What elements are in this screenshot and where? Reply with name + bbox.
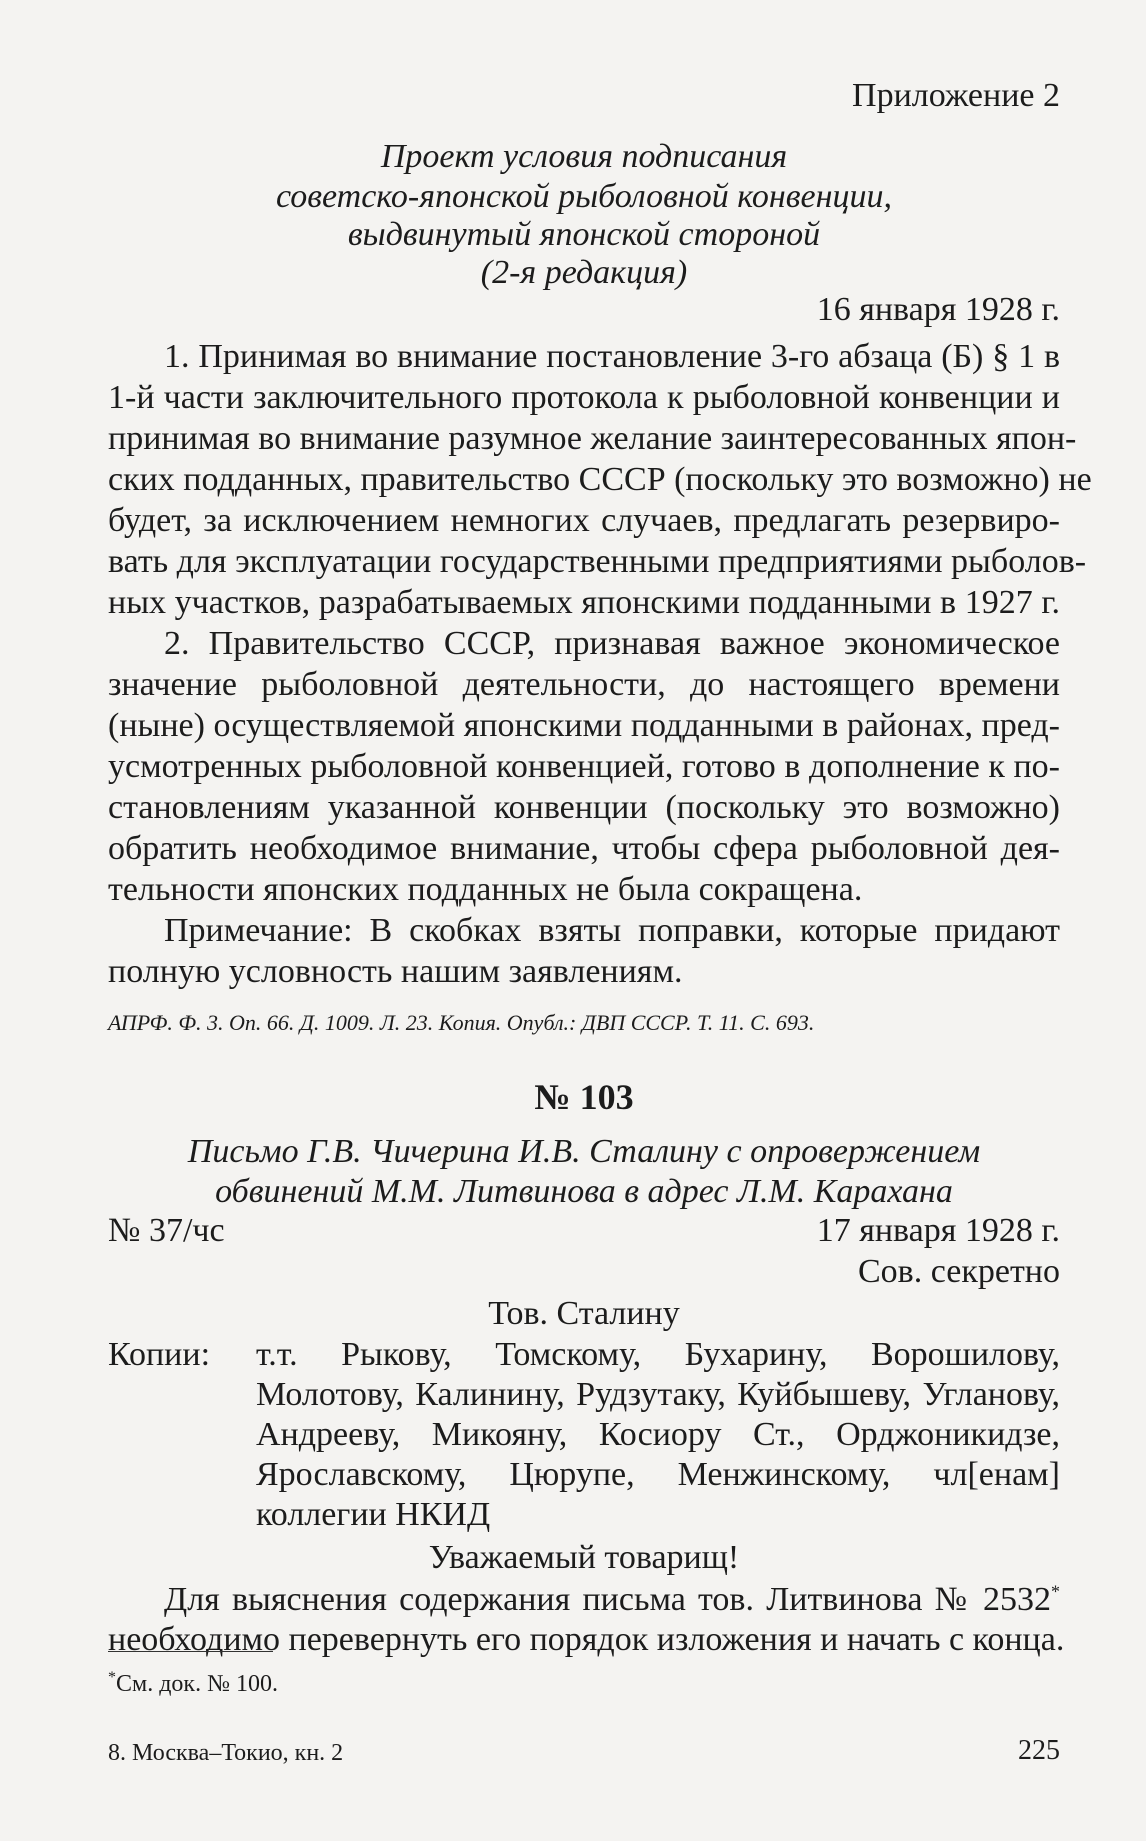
copies-label: Копии: xyxy=(108,1336,211,1373)
paragraph-2-line: становлениям указанной конвенции (поскольку это возможно) xyxy=(108,789,1060,826)
footnote-divider xyxy=(108,1651,273,1652)
copies-line: Ярославскому, Цюрупе, Менжинскому, чл[енам] xyxy=(256,1456,1060,1493)
appendix-date: 16 января 1928 г. xyxy=(816,291,1060,328)
paragraph-2-line: обратить необходимое внимание, чтобы сфера рыболовной дея- xyxy=(108,830,1060,867)
appendix-title-line: Проект условия подписания xyxy=(380,138,788,175)
paragraph-2-line: усмотренных рыболовной конвенцией, готово в дополнение к по- xyxy=(108,748,1060,785)
note-line: Примечание: В скобках взяты поправки, которые придают xyxy=(164,912,1060,949)
note-line: полную условность нашим заявлениям. xyxy=(108,953,683,990)
paragraph-1-line: вать для эксплуатации государственными предприятиями рыболов- xyxy=(108,543,1087,580)
document-number: № 103 xyxy=(534,1077,634,1117)
salutation: Уважаемый товарищ! xyxy=(428,1539,740,1576)
paragraph-2-line: тельности японских подданных не была сокращена. xyxy=(108,871,863,908)
paragraph-2-line: 2. Правительство СССР, признавая важное экономическое xyxy=(164,625,1060,662)
document-title-line: Письмо Г.В. Чичерина И.В. Сталину с опровержением xyxy=(187,1133,981,1170)
secrecy-stamp: Сов. секретно xyxy=(858,1253,1060,1290)
paragraph-1-line: 1-й части заключительного протокола к рыболовной конвенции и xyxy=(108,379,1060,416)
document-title-line: обвинений М.М. Литвинова в адрес Л.М. Карахана xyxy=(215,1173,953,1210)
footnote-text: См. док. № 100. xyxy=(116,1671,278,1697)
paragraph-2-line: значение рыболовной деятельности, до настоящего времени xyxy=(108,666,1060,703)
copies-line: Молотову, Калинину, Рудзутаку, Куйбышеву, Угланову, xyxy=(256,1376,1060,1413)
signature-mark: 8. Москва–Токио, кн. 2 xyxy=(108,1740,344,1766)
addressee: Тов. Сталину xyxy=(488,1295,680,1332)
paragraph-1-line: будет, за исключением немногих случаев, предлагать резервиро- xyxy=(108,502,1060,539)
footnote xyxy=(108,1669,1060,1699)
document-date: 17 января 1928 г. xyxy=(816,1212,1060,1249)
copies-line: Андрееву, Микояну, Косиору Ст., Орджоникидзе, xyxy=(256,1416,1060,1453)
paragraph-1-line: принимая во внимание разумное желание заинтересованных япон- xyxy=(108,420,1077,457)
document-ref: № 37/чс xyxy=(108,1212,225,1249)
copies-line: т.т. Рыкову, Томскому, Бухарину, Ворошилову, xyxy=(256,1336,1060,1373)
source-citation: АПРФ. Ф. 3. Оп. 66. Д. 1009. Л. 23. Копия. Опубл.: ДВП СССР. Т. 11. С. 693. xyxy=(108,1010,815,1035)
body-text: Для выяснения содержания письма тов. Литвинова № 2532 xyxy=(164,1581,1051,1618)
paragraph-1-line: ных участков, разрабатываемых японскими подданными в 1927 г. xyxy=(108,584,1060,621)
paragraph-2-line: (ныне) осуществляемой японскими подданными в районах, пред- xyxy=(108,707,1060,744)
page-number: 225 xyxy=(1018,1735,1060,1766)
body-line: необходимо перевернуть его порядок изложения и начать с конца. xyxy=(108,1621,1065,1658)
appendix-title-line: советско-японской рыболовной конвенции, xyxy=(276,178,892,215)
copies-line: коллегии НКИД xyxy=(256,1496,491,1533)
footnote-mark: * xyxy=(108,1669,116,1686)
body-line xyxy=(108,1580,1060,1620)
footnote-mark: * xyxy=(1051,1581,1060,1602)
paragraph-1-line: 1. Принимая во внимание постановление 3-го абзаца (Б) § 1 в xyxy=(164,338,1060,375)
paragraph-1-line: ских подданных, правительство СССР (поскольку это возможно) не xyxy=(108,461,1092,498)
appendix-title-line: (2-я редакция) xyxy=(480,254,688,291)
appendix-label: Приложение 2 xyxy=(852,77,1060,114)
appendix-title-line: выдвинутый японской стороной xyxy=(347,216,821,253)
